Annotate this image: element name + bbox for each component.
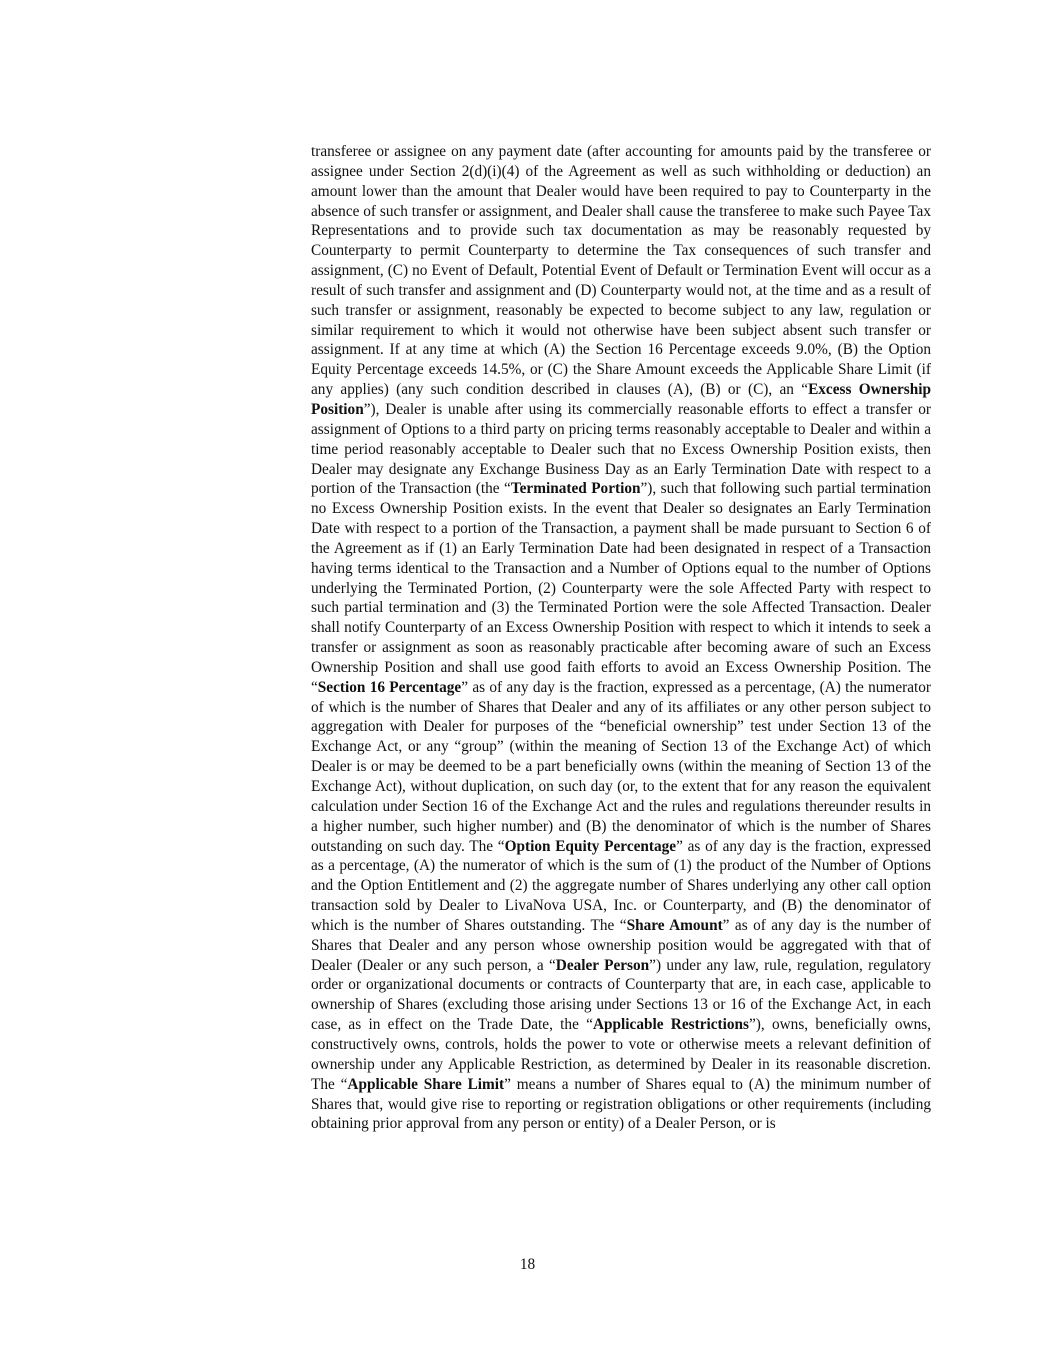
defined-term: Dealer Person [555,956,650,974]
text-run: ”), owns, beneficially owns, constructively owns, controls, holds the power to vote or otherwise meets a relevant definition of ownership under any Applicable Restriction, as determined by Dealer in its reasonable discretion. The “ [311,1016,932,1093]
page-number: 18 [519,1256,536,1273]
text-run: ” as of any day is the fraction, expressed as a percentage, (A) the numerator of which is the sum of (1) the product of the Number of Options and the Option Entitlement and (2) the aggregate number of Shares underlying any other call option transaction sold by Dealer to LivaNova USA, Inc. or Counterparty, and (B) the denominator of which is the number of Shares outstanding. The “ [311,837,931,934]
text-run: transferee or assignee on any payment date (after accounting for amounts paid by the transferee or assignee under Section 2(d)(i)(4) of the Agreement as well as such withholding or deduction) an amount lower than the amount that Dealer would have been required to pay to Counterparty in the absence of such transfer or assignment, and Dealer shall cause the transferee to make such Payee Tax Representations and to provide such tax documentation as may be reasonably requested by Counterparty to permit Counterparty to determine the Tax consequences of such transfer and assignment, (C) no Event of Default, Potential Event of Default or Termination Event will occur as a result of such transfer and assignment and (D) Counterparty would not, at the time and as a result of such transfer or assignment, reasonably be expected to become subject to any law, regulation or similar requirement to which it would not otherwise have been subject absent such transfer or assignment. If at any time at which (A) the Section 16 Percentage exceeds 9.0%, (B) the Option Equity Percentage exceeds 14.5%, or (C) the Share Amount exceeds the Applicable Share Limit (if any applies) (any such condition described in clauses (A), (B) or (C), an “ [311,143,931,399]
text-run: ” as of any day is the number of Shares that Dealer and any person whose ownership position would be aggregated with that of Dealer (Dealer or any such person, a “ [311,916,931,974]
defined-term: Share Amount [626,916,723,934]
defined-term: Terminated Portion [510,480,641,498]
defined-term: Section 16 Percentage [317,678,462,696]
defined-term: Applicable Share Limit [347,1075,505,1093]
text-run: ”), such that following such partial termination no Excess Ownership Position exists. In the event that Dealer so designates an Early Termination Date with respect to a portion of the Transaction, a payment shall be made pursuant to Section 6 of the Agreement as if (1) an Early Termination Date had been designated in respect of a Transaction having terms identical to the Transaction and a Number of Options equal to the number of Options underlying the Terminated Portion, (2) Counterparty were the sole Affected Party with respect to such partial termination and (3) the Terminated Portion were the sole Affected Transaction. Dealer shall notify Counterparty of an Excess Ownership Position with respect to which it intends to seek a transfer or assignment as soon as reasonably practicable after becoming aware of such an Excess Ownership Position and shall use good faith efforts to avoid an Excess Ownership Position. The “ [311,480,931,696]
text-run: ” means a number of Shares equal to (A) the minimum number of Shares that, would give rise to reporting or registration obligations or other requirements (including obtaining prior approval from any person or entity) of a Dealer Person, or is [311,1075,932,1133]
defined-term: Excess Ownership Position [311,381,931,418]
defined-term: Applicable Restrictions [592,1016,749,1034]
defined-term: Option Equity Percentage [504,837,677,855]
text-run: ”) under any law, rule, regulation, regulatory order or organizational documents or contracts of Counterparty that are, in each case, applicable to ownership of Shares (excluding those arising under Sections 13 or 16 of the Exchange Act, in each case, as in effect on the Trade Date, the “ [311,956,931,1034]
body-paragraph [311,142,931,1134]
text-run: ”), Dealer is unable after using its commercially reasonable efforts to effect a transfer or assignment of Options to a third party on pricing terms reasonably acceptable to Dealer and within a time period reasonably acceptable to Dealer such that no Excess Ownership Position exists, then Dealer may designate any Exchange Business Day as an Early Termination Date with respect to a portion of the Transaction (the “ [311,400,931,498]
text-run: ” as of any day is the fraction, expressed as a percentage, (A) the numerator of which is the number of Shares that Dealer and any of its affiliates or any other person subject to aggregation with Dealer for purposes of the “beneficial ownership” test under Section 13 of the Exchange Act, or any “group” (within the meaning of Section 13 of the Exchange Act) of which Dealer is or may be deemed to be a part beneficially owns (within the meaning of Section 13 of the Exchange Act), without duplication, on such day (or, to the extent that for any reason the equivalent calculation under Section 16 of the Exchange Act and the rules and regulations thereunder results in a higher number, such higher number) and (B) the denominator of which is the number of Shares outstanding on such day. The “ [311,678,931,855]
